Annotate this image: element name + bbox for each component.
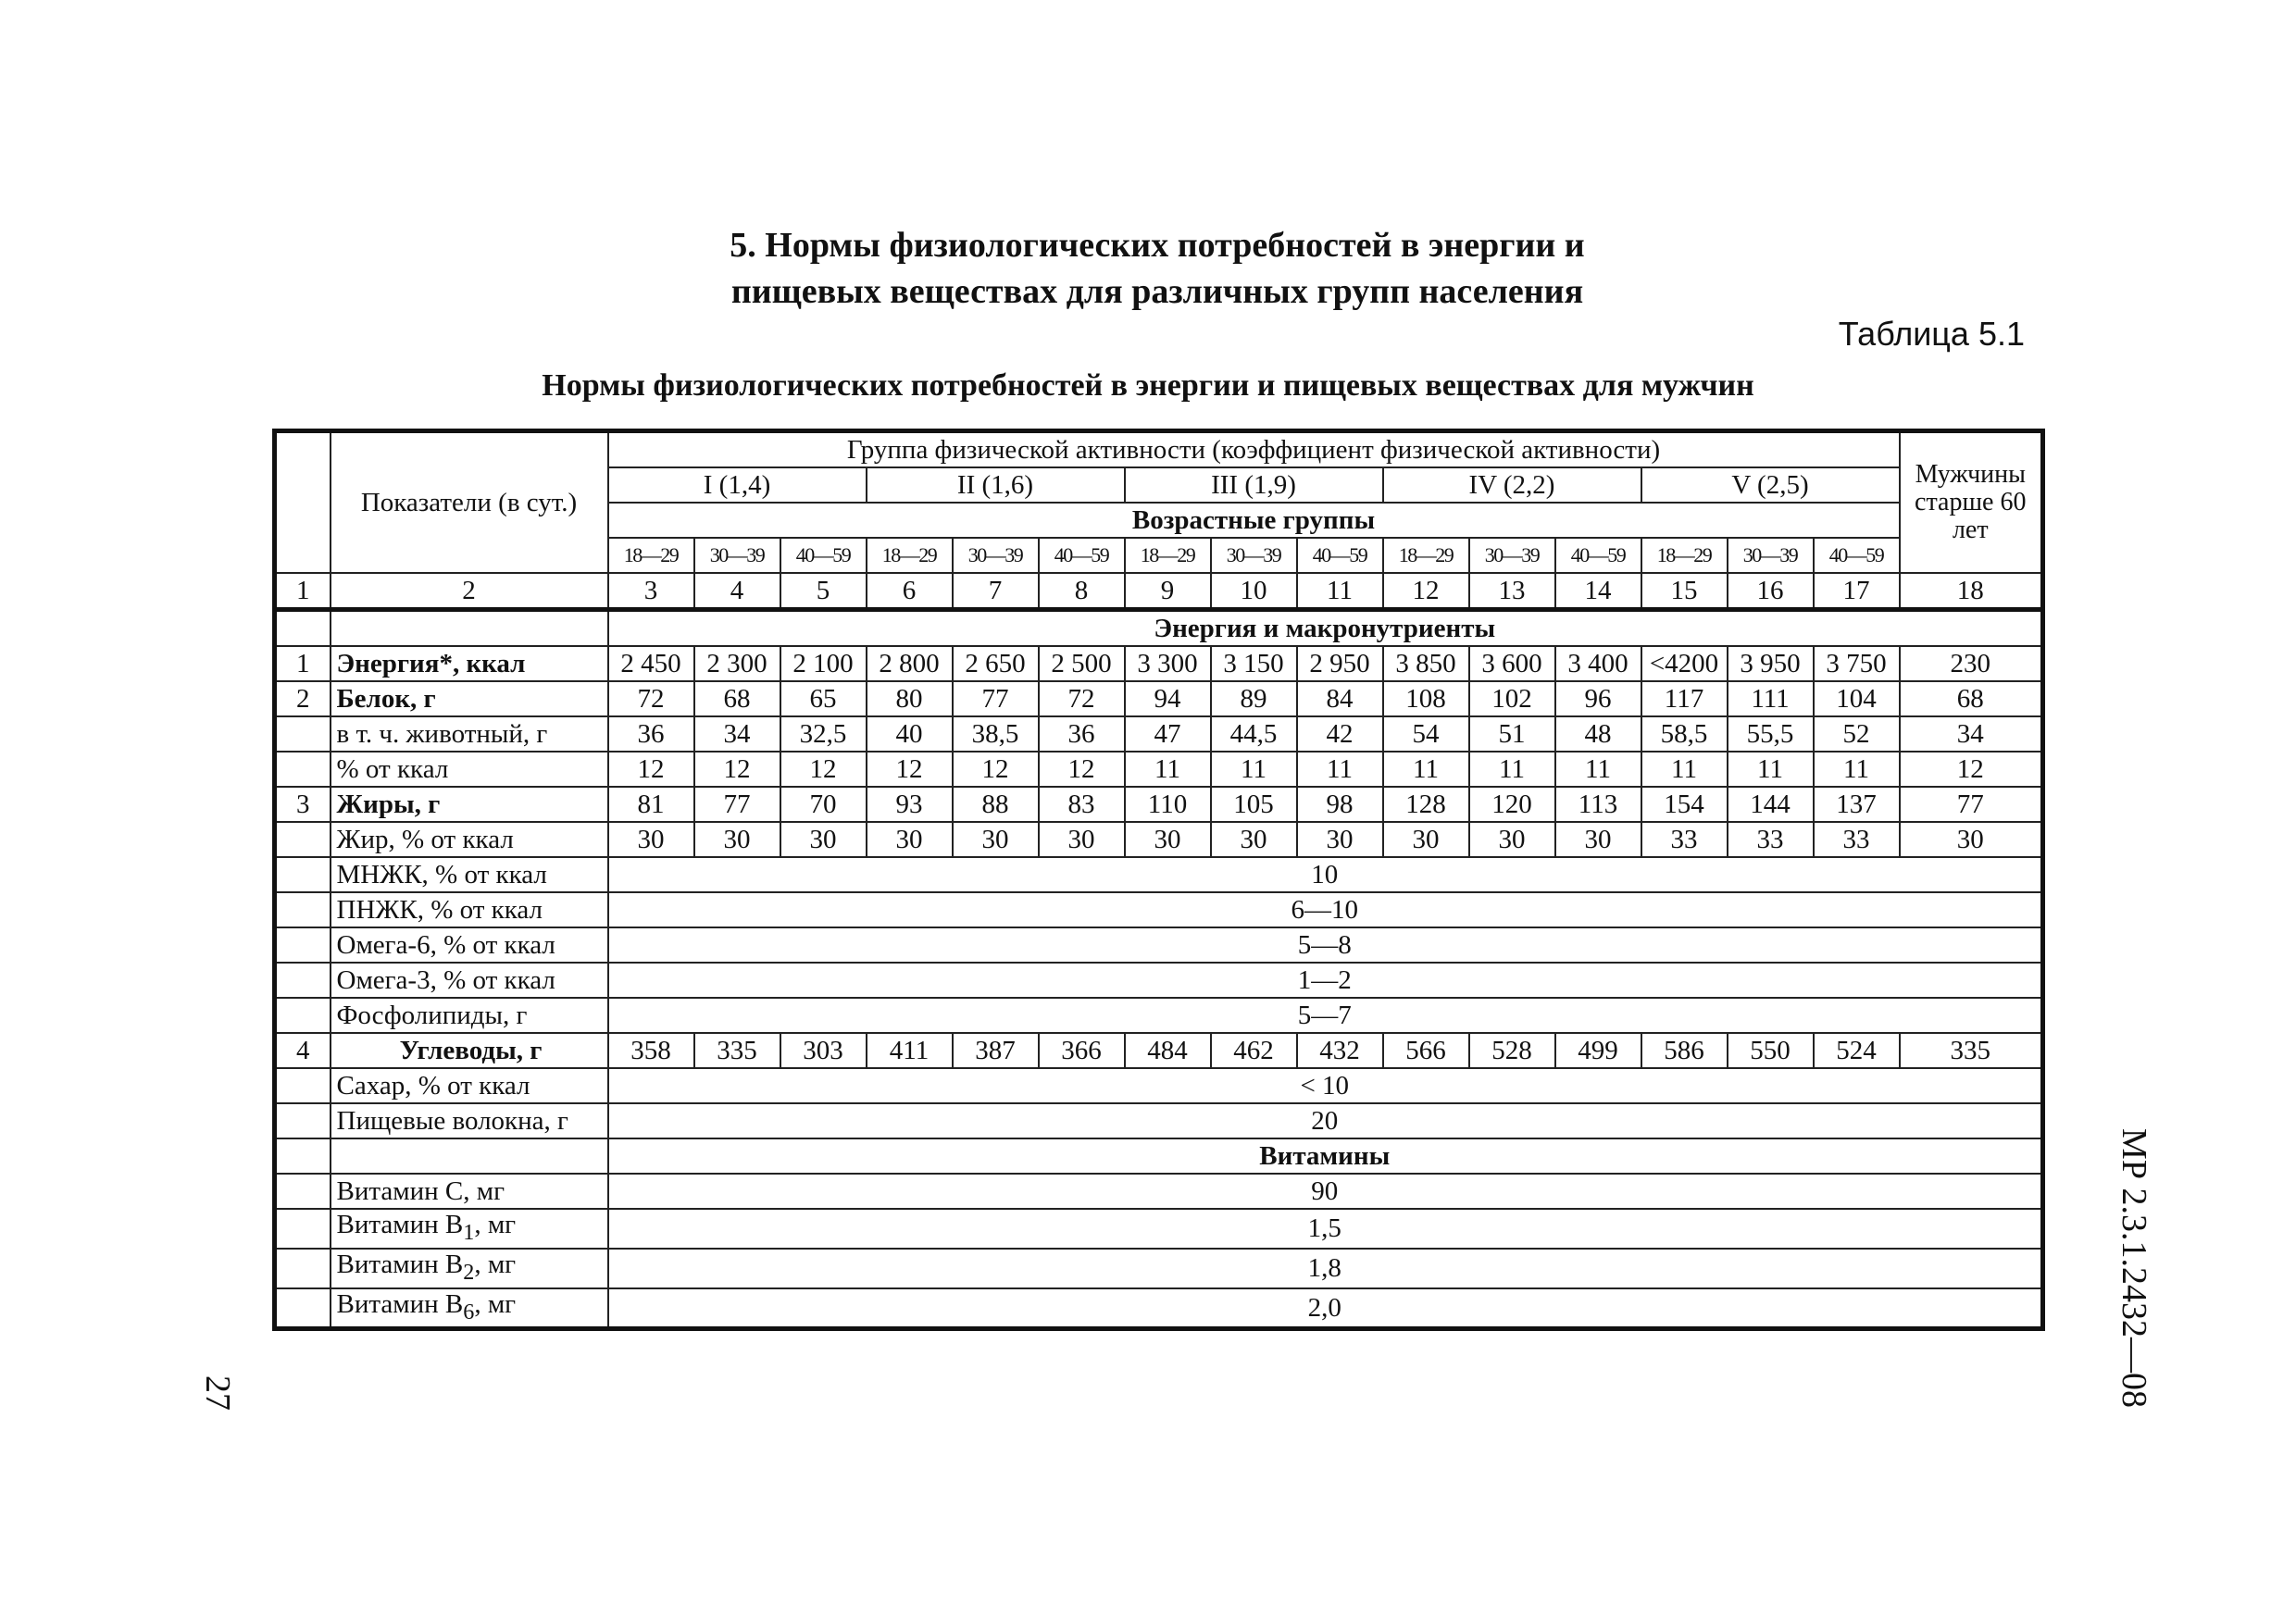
page-number	[190, 1356, 245, 1430]
value-cell: 528	[1469, 1033, 1555, 1068]
value-cell: 44,5	[1211, 716, 1297, 752]
value-cell: 11	[1211, 752, 1297, 787]
value-cell: 6—10	[608, 892, 2043, 927]
value-cell: 111	[1728, 681, 1814, 716]
value-cell: 2 100	[780, 646, 867, 681]
value-cell: 11	[1469, 752, 1555, 787]
value-cell: 10	[608, 857, 2043, 892]
value-cell: 105	[1211, 787, 1297, 822]
row-num	[275, 1288, 331, 1329]
table-row	[275, 1033, 2043, 1068]
row-label: в т. ч. животный, г	[331, 716, 608, 752]
vitamin-subscript: 6	[463, 1299, 475, 1325]
page-heading	[593, 222, 1722, 315]
vitamin-name: Витамин B	[336, 1210, 464, 1239]
value-cell: 77	[694, 787, 780, 822]
header-age: 18—29	[1125, 538, 1211, 573]
row-label: Омега-3, % от ккал	[331, 963, 608, 998]
header-age: 18—29	[1383, 538, 1469, 573]
value-cell: 12	[953, 752, 1039, 787]
value-cell: 230	[1900, 646, 2043, 681]
header-age: 40—59	[780, 538, 867, 573]
column-number: 8	[1039, 573, 1125, 610]
value-cell: 3 750	[1814, 646, 1900, 681]
value-cell: 432	[1297, 1033, 1383, 1068]
value-cell: 30	[867, 822, 953, 857]
row-label	[331, 1209, 608, 1249]
column-number: 9	[1125, 573, 1211, 610]
value-cell: 411	[867, 1033, 953, 1068]
value-cell: 12	[694, 752, 780, 787]
value-cell: 34	[694, 716, 780, 752]
value-cell: 3 300	[1125, 646, 1211, 681]
column-number: 7	[953, 573, 1039, 610]
value-cell: 68	[1900, 681, 2043, 716]
document-code-text: МР 2.3.1.2432—08	[2115, 1128, 2153, 1408]
table-row	[275, 1174, 2043, 1209]
value-cell: 48	[1555, 716, 1641, 752]
table-row	[275, 892, 2043, 927]
header-row-groups-title	[275, 431, 2043, 468]
value-cell: 120	[1469, 787, 1555, 822]
value-cell: 36	[608, 716, 694, 752]
value-cell: 89	[1211, 681, 1297, 716]
table-row	[275, 822, 2043, 857]
value-cell: 12	[1039, 752, 1125, 787]
value-cell: 154	[1641, 787, 1728, 822]
row-num	[275, 1068, 331, 1103]
value-cell: 11	[1383, 752, 1469, 787]
value-cell: 110	[1125, 787, 1211, 822]
value-cell: 77	[953, 681, 1039, 716]
value-cell: 387	[953, 1033, 1039, 1068]
header-num-cell	[275, 431, 331, 574]
table-row	[275, 1209, 2043, 1249]
value-cell: 42	[1297, 716, 1383, 752]
header-age: 18—29	[1641, 538, 1728, 573]
value-cell: 84	[1297, 681, 1383, 716]
value-cell: 30	[1211, 822, 1297, 857]
row-label: Витамин C, мг	[331, 1174, 608, 1209]
value-cell: 30	[1383, 822, 1469, 857]
header-age: 30—39	[953, 538, 1039, 573]
table-row	[275, 716, 2043, 752]
header-age: 18—29	[867, 538, 953, 573]
row-num: 3	[275, 787, 331, 822]
value-cell: 1,8	[608, 1249, 2043, 1288]
value-cell: 83	[1039, 787, 1125, 822]
column-number: 14	[1555, 573, 1641, 610]
column-number: 17	[1814, 573, 1900, 610]
header-age: 18—29	[608, 538, 694, 573]
value-cell: 144	[1728, 787, 1814, 822]
value-cell: 94	[1125, 681, 1211, 716]
header-group: I (1,4)	[608, 467, 867, 503]
value-cell: 3 950	[1728, 646, 1814, 681]
value-cell: 47	[1125, 716, 1211, 752]
table-row	[275, 752, 2043, 787]
table-row	[275, 857, 2043, 892]
row-label	[331, 1249, 608, 1288]
value-cell: 303	[780, 1033, 867, 1068]
value-cell: 72	[608, 681, 694, 716]
value-cell: 34	[1900, 716, 2043, 752]
value-cell: 1—2	[608, 963, 2043, 998]
row-num	[275, 1138, 331, 1174]
row-label: ПНЖК, % от ккал	[331, 892, 608, 927]
header-activity-group: Группа физической активности (коэффициент физической активности)	[608, 431, 1900, 468]
header-age: 30—39	[1728, 538, 1814, 573]
table-row	[275, 681, 2043, 716]
value-cell: 3 400	[1555, 646, 1641, 681]
column-number: 12	[1383, 573, 1469, 610]
page-number-text: 27	[198, 1375, 237, 1411]
value-cell: 2 500	[1039, 646, 1125, 681]
heading-line-2: пищевых веществах для различных групп населения	[730, 272, 1584, 311]
row-label: Углеводы, г	[331, 1033, 608, 1068]
table-label: Таблица 5.1	[1838, 315, 2025, 353]
header-group: II (1,6)	[867, 467, 1125, 503]
header-age: 40—59	[1039, 538, 1125, 573]
row-num	[275, 927, 331, 963]
row-label: % от ккал	[331, 752, 608, 787]
value-cell: 98	[1297, 787, 1383, 822]
value-cell: <4200	[1641, 646, 1728, 681]
value-cell: 30	[1469, 822, 1555, 857]
value-cell: 550	[1728, 1033, 1814, 1068]
column-number: 5	[780, 573, 867, 610]
table-row	[275, 646, 2043, 681]
value-cell: 137	[1814, 787, 1900, 822]
row-label	[331, 1288, 608, 1329]
table-row	[275, 1249, 2043, 1288]
table-row	[275, 1288, 2043, 1329]
header-older-men: Мужчины старше 60 лет	[1900, 431, 2043, 574]
value-cell: 2 800	[867, 646, 953, 681]
value-cell: 566	[1383, 1033, 1469, 1068]
value-cell: 33	[1728, 822, 1814, 857]
column-number: 6	[867, 573, 953, 610]
value-cell: 117	[1641, 681, 1728, 716]
value-cell: 68	[694, 681, 780, 716]
row-num	[275, 1174, 331, 1209]
vitamin-name: Витамин B	[336, 1249, 464, 1279]
value-cell: 335	[1900, 1033, 2043, 1068]
vitamin-subscript: 2	[463, 1259, 475, 1285]
value-cell: 11	[1125, 752, 1211, 787]
column-number: 1	[275, 573, 331, 610]
value-cell: 77	[1900, 787, 2043, 822]
value-cell: 484	[1125, 1033, 1211, 1068]
header-age: 40—59	[1555, 538, 1641, 573]
value-cell: 81	[608, 787, 694, 822]
value-cell: 108	[1383, 681, 1469, 716]
value-cell: 65	[780, 681, 867, 716]
row-label: Энергия*, ккал	[331, 646, 608, 681]
row-label: Жир, % от ккал	[331, 822, 608, 857]
table-caption: Нормы физиологических потребностей в энергии и пищевых веществах для мужчин	[542, 368, 1754, 403]
row-label	[331, 1138, 608, 1174]
value-cell: 30	[694, 822, 780, 857]
value-cell: 12	[867, 752, 953, 787]
value-cell: 12	[1900, 752, 2043, 787]
row-label: Фосфолипиды, г	[331, 998, 608, 1033]
row-label: Пищевые волокна, г	[331, 1103, 608, 1138]
column-number: 16	[1728, 573, 1814, 610]
value-cell: 5—8	[608, 927, 2043, 963]
value-cell: 2 300	[694, 646, 780, 681]
value-cell: 30	[780, 822, 867, 857]
heading-line-1: 5. Нормы физиологических потребностей в энергии и	[730, 226, 1585, 265]
vitamin-name: Витамин B	[336, 1288, 464, 1319]
energy-section-heading: Энергия и макронутриенты	[608, 610, 2043, 647]
value-cell: 20	[608, 1103, 2043, 1138]
value-cell: 366	[1039, 1033, 1125, 1068]
value-cell: 1,5	[608, 1209, 2043, 1249]
row-num: 4	[275, 1033, 331, 1068]
value-cell: 12	[780, 752, 867, 787]
value-cell: 11	[1641, 752, 1728, 787]
row-num	[275, 1209, 331, 1249]
row-num	[275, 1249, 331, 1288]
table-row	[275, 1103, 2043, 1138]
value-cell: 36	[1039, 716, 1125, 752]
value-cell: 58,5	[1641, 716, 1728, 752]
document-code	[2106, 1101, 2162, 1435]
header-age: 30—39	[1469, 538, 1555, 573]
value-cell: 524	[1814, 1033, 1900, 1068]
vitamin-unit: , мг	[474, 1249, 517, 1279]
row-num	[275, 963, 331, 998]
header-age: 30—39	[1211, 538, 1297, 573]
header-indicator: Показатели (в сут.)	[331, 431, 608, 574]
vitamin-subscript: 1	[463, 1219, 475, 1245]
vitamins-section-heading: Витамины	[608, 1138, 2043, 1174]
value-cell: 90	[608, 1174, 2043, 1209]
value-cell: 128	[1383, 787, 1469, 822]
value-cell: 3 150	[1211, 646, 1297, 681]
header-group: III (1,9)	[1125, 467, 1383, 503]
value-cell: 30	[953, 822, 1039, 857]
vitamin-unit: , мг	[474, 1210, 517, 1239]
row-num	[275, 857, 331, 892]
row-num: 1	[275, 646, 331, 681]
value-cell: 30	[1555, 822, 1641, 857]
row-num	[275, 1103, 331, 1138]
value-cell: 3 600	[1469, 646, 1555, 681]
value-cell: 30	[1125, 822, 1211, 857]
row-num	[275, 892, 331, 927]
header-age: 30—39	[694, 538, 780, 573]
value-cell: 499	[1555, 1033, 1641, 1068]
row-label: МНЖК, % от ккал	[331, 857, 608, 892]
value-cell: 55,5	[1728, 716, 1814, 752]
value-cell: 3 850	[1383, 646, 1469, 681]
column-number: 4	[694, 573, 780, 610]
value-cell: 51	[1469, 716, 1555, 752]
column-number: 18	[1900, 573, 2043, 610]
row-num	[275, 998, 331, 1033]
value-cell: 11	[1297, 752, 1383, 787]
value-cell: 30	[1297, 822, 1383, 857]
column-number: 13	[1469, 573, 1555, 610]
value-cell: 70	[780, 787, 867, 822]
value-cell: 11	[1814, 752, 1900, 787]
energy-section-row	[275, 610, 2043, 647]
value-cell: 72	[1039, 681, 1125, 716]
norms-table	[272, 429, 2045, 1331]
header-age: 40—59	[1814, 538, 1900, 573]
value-cell: 358	[608, 1033, 694, 1068]
row-label: Сахар, % от ккал	[331, 1068, 608, 1103]
column-number: 10	[1211, 573, 1297, 610]
value-cell: 33	[1814, 822, 1900, 857]
row-label	[331, 610, 608, 647]
value-cell: 12	[608, 752, 694, 787]
column-number: 15	[1641, 573, 1728, 610]
value-cell: 32,5	[780, 716, 867, 752]
header-group: V (2,5)	[1641, 467, 1900, 503]
column-number: 2	[331, 573, 608, 610]
value-cell: 2,0	[608, 1288, 2043, 1329]
value-cell: 52	[1814, 716, 1900, 752]
row-num	[275, 752, 331, 787]
value-cell: 2 650	[953, 646, 1039, 681]
row-label: Омега-6, % от ккал	[331, 927, 608, 963]
table-row	[275, 927, 2043, 963]
value-cell: 88	[953, 787, 1039, 822]
column-number: 3	[608, 573, 694, 610]
row-num	[275, 822, 331, 857]
header-age: 40—59	[1297, 538, 1383, 573]
value-cell: 104	[1814, 681, 1900, 716]
value-cell: 113	[1555, 787, 1641, 822]
value-cell: 40	[867, 716, 953, 752]
value-cell: 93	[867, 787, 953, 822]
header-age-groups: Возрастные группы	[608, 503, 1900, 538]
column-number: 11	[1297, 573, 1383, 610]
table-row	[275, 1068, 2043, 1103]
value-cell: 2 950	[1297, 646, 1383, 681]
value-cell: 30	[1900, 822, 2043, 857]
value-cell: 102	[1469, 681, 1555, 716]
value-cell: 335	[694, 1033, 780, 1068]
vitamins-section-row	[275, 1138, 2043, 1174]
value-cell: 33	[1641, 822, 1728, 857]
value-cell: 96	[1555, 681, 1641, 716]
value-cell: 80	[867, 681, 953, 716]
value-cell: 5—7	[608, 998, 2043, 1033]
row-label: Жиры, г	[331, 787, 608, 822]
value-cell: 30	[608, 822, 694, 857]
value-cell: 30	[1039, 822, 1125, 857]
column-number-row	[275, 573, 2043, 610]
vitamin-unit: , мг	[474, 1288, 517, 1319]
value-cell: 38,5	[953, 716, 1039, 752]
header-group: IV (2,2)	[1383, 467, 1641, 503]
table-row	[275, 963, 2043, 998]
value-cell: 11	[1728, 752, 1814, 787]
value-cell: 54	[1383, 716, 1469, 752]
value-cell: 11	[1555, 752, 1641, 787]
value-cell: 462	[1211, 1033, 1297, 1068]
row-num	[275, 610, 331, 647]
value-cell: 586	[1641, 1033, 1728, 1068]
value-cell: 2 450	[608, 646, 694, 681]
row-label: Белок, г	[331, 681, 608, 716]
row-num: 2	[275, 681, 331, 716]
table-row	[275, 787, 2043, 822]
table-row	[275, 998, 2043, 1033]
row-num	[275, 716, 331, 752]
value-cell: < 10	[608, 1068, 2043, 1103]
